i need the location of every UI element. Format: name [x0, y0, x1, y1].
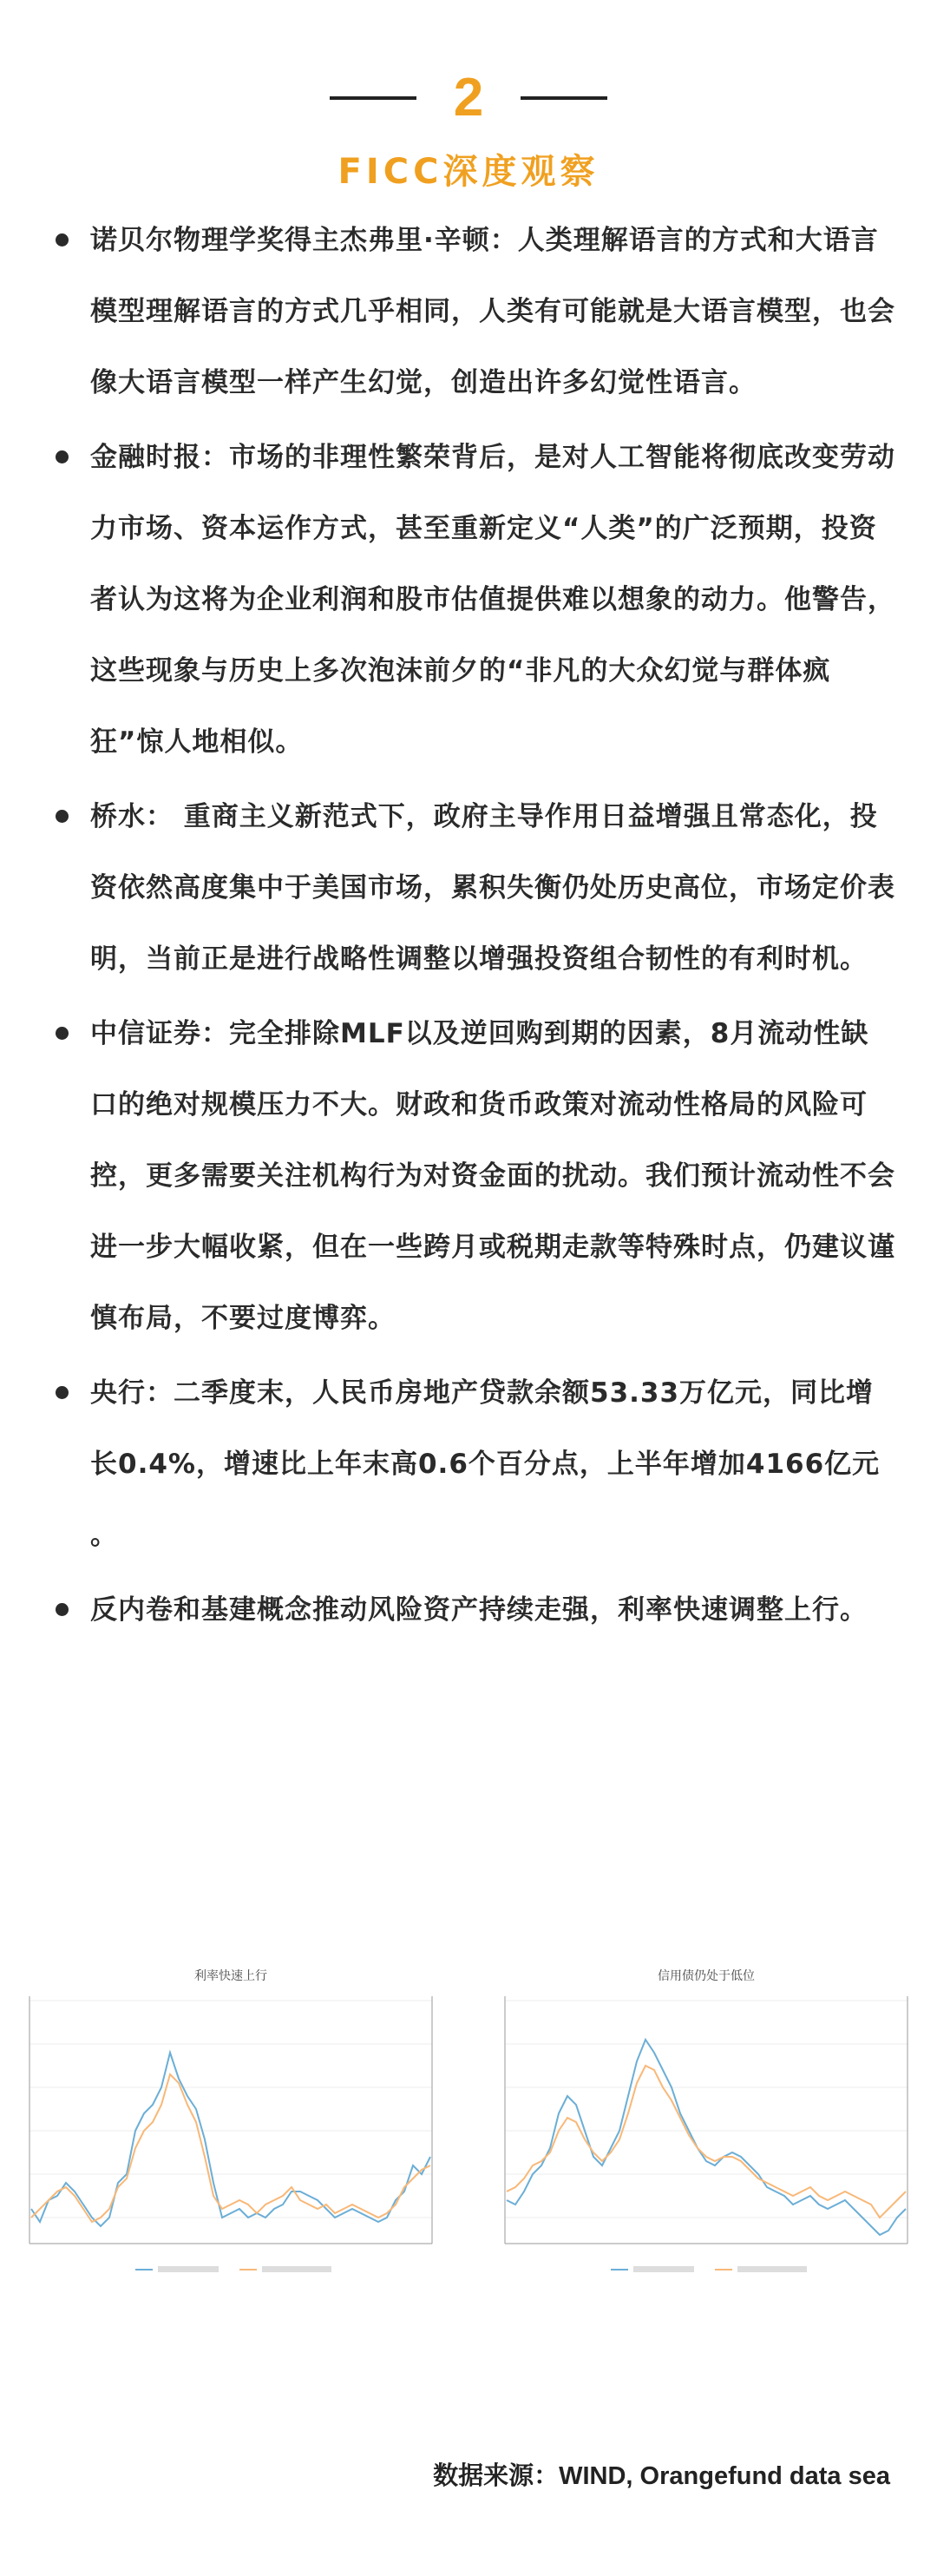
series-line-1: [31, 2053, 430, 2226]
bullet-dot-icon: [56, 1386, 69, 1399]
right-rule: [521, 96, 607, 100]
bullet-list: [54, 205, 895, 1649]
bullet-dot-icon: [56, 450, 69, 463]
bullet-text: 央行：二季度末，人民币房地产贷款余额53.33万亿元，同比增长0.4%，增速比上年末高0.6个百分点，上半年增加4166亿元 。: [90, 1377, 881, 1551]
bullet-item: [54, 1357, 895, 1571]
series-line-2: [31, 2074, 430, 2222]
bullet-item: [54, 1574, 895, 1646]
bullet-item: [54, 998, 895, 1354]
section-title: FICC深度观察: [337, 152, 600, 192]
bullet-text: 反内卷和基建概念推动风险资产持续走强，利率快速调整上行。: [90, 1594, 868, 1626]
bullet-dot-icon: [56, 1027, 69, 1040]
grid: [505, 2001, 908, 2218]
chart-title: 信用债仍处于低位: [658, 1968, 755, 1982]
section-number: 2: [453, 68, 484, 128]
bullet-item: [54, 205, 895, 418]
section-header: [0, 61, 937, 135]
left-rule: [330, 96, 416, 100]
legend: [611, 2266, 807, 2272]
bullet-dot-icon: [56, 233, 69, 246]
bullet-dot-icon: [56, 1603, 69, 1616]
chart-title: 利率快速上行: [194, 1968, 267, 1982]
bullet-item: [54, 781, 895, 995]
bullet-text: 桥水： 重商主义新范式下，政府主导作用日益增强且常态化，投资依然高度集中于美国市场，累积失衡仍处历史高位，市场定价表明，当前正是进行战略性调整以增强投资组合韧性的有利时机。: [90, 801, 895, 975]
grid: [29, 2001, 432, 2218]
data-source: 数据来源：WIND, Orangefund data sea: [433, 2462, 890, 2490]
legend: [135, 2266, 331, 2272]
bullet-text: 中信证券：完全排除MLF以及逆回购到期的因素，8月流动性缺口的绝对规模压力不大。财政和货币政策对流动性格局的风险可控，更多需要关注机构行为对资金面的扰动。我们预计流动性不会进一步大幅收紧，但在一些跨月或税期走款等特殊时点，仍建议谨慎布局，不要过度博弈。: [90, 1018, 895, 1334]
rate-chart: [5, 1957, 456, 2304]
bullet-text: 诺贝尔物理学奖得主杰弗里·辛顿：人类理解语言的方式和大语言模型理解语言的方式几乎相同，人类有可能就是大语言模型，也会像大语言模型一样产生幻觉，创造出许多幻觉性语言。: [90, 225, 895, 398]
bullet-text: 金融时报：市场的非理性繁荣背后，是对人工智能将彻底改变劳动力市场、资本运作方式，甚至重新定义“人类”的广泛预期，投资者认为这将为企业利润和股市估值提供难以想象的动力。他警告，这些现象与历史上多次泡沫前夕的“非凡的大众幻觉与群体疯狂”惊人地相似。: [90, 442, 895, 758]
rate-chart-svg: [5, 1957, 456, 2304]
bullet-item: [54, 422, 895, 778]
series-line-1: [507, 2040, 906, 2235]
series-line-2: [507, 2066, 906, 2218]
credit-bond-chart: [481, 1957, 932, 2304]
credit-bond-chart-svg: [481, 1957, 932, 2304]
bullet-dot-icon: [56, 810, 69, 823]
